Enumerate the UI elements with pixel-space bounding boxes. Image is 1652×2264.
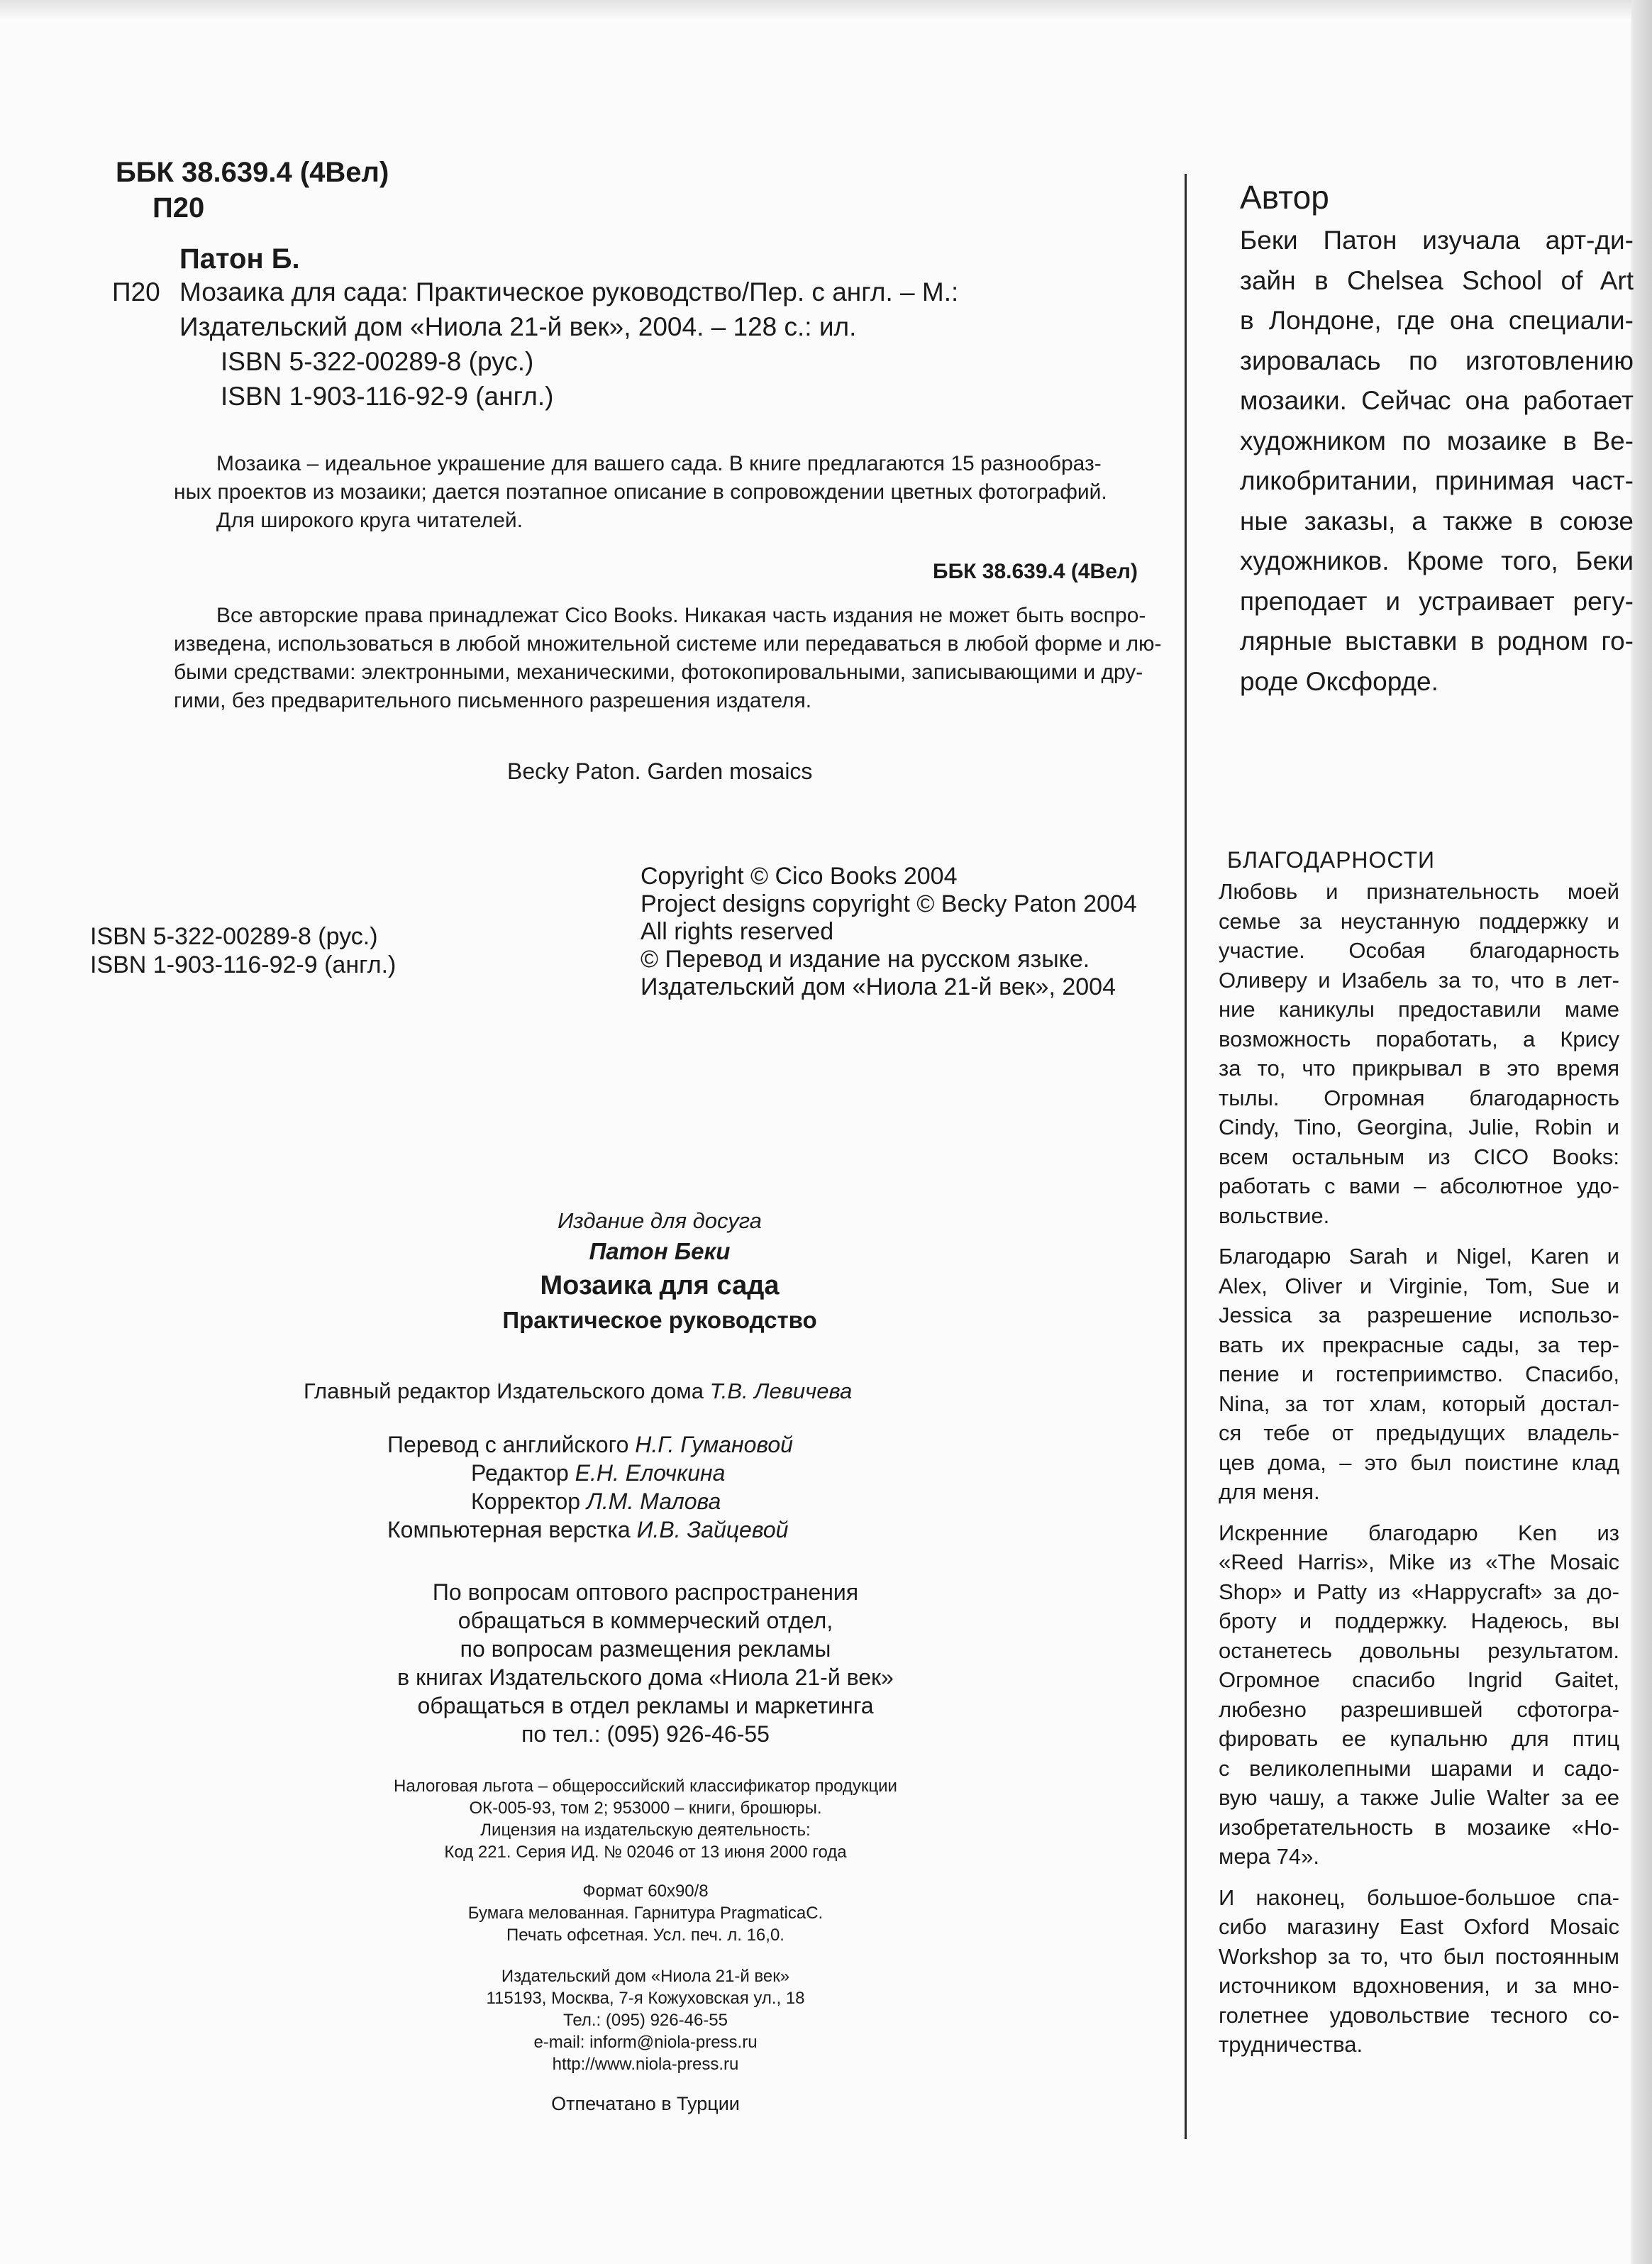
scan-edge-top — [0, 0, 1652, 20]
record-mark: П20 — [112, 277, 160, 307]
copyright-line: © Перевод и издание на русском языке. — [641, 946, 1090, 973]
thanks-line: останетесь довольны результатом. — [1219, 1638, 1619, 1663]
bio-line: художником по мозаике в Ве- — [1240, 426, 1634, 455]
thanks-line: голетнее удовольствие тесного со- — [1219, 2002, 1619, 2028]
copyright-line: All rights reserved — [641, 918, 834, 945]
staff-layout — [387, 1515, 793, 1544]
thanks-body — [1219, 877, 1619, 2060]
format-line: Формат 60х90/8 — [582, 1882, 709, 1901]
column-divider — [1185, 174, 1187, 2139]
imprint-author: Патон Беки — [589, 1238, 731, 1264]
thanks-line: Искренние благодарю Ken из — [1219, 1520, 1619, 1545]
rights-line: Все авторские права принадлежат Cico Books. Никакая часть издания не может быть воспро- — [216, 604, 1146, 627]
record-publisher-line: Издательский дом «Ниола 21-й век», 2004. – 128 с.: ил. — [179, 312, 857, 341]
address-line: 115193, Москва, 7-я Кожуховская ул., 18 — [486, 1989, 805, 2008]
record-author: Патон Б. — [179, 243, 300, 275]
thanks-line: Nina, за тот хлам, который достал- — [1219, 1391, 1619, 1416]
thanks-line: ся тебе от предыдущих владель- — [1219, 1420, 1619, 1445]
annotation-line: ных проектов из мозаики; дается поэтапное описание в сопровождении цветных фотографий. — [174, 480, 1107, 504]
rights-line: изведена, использоваться в любой множительной системе или передаваться в любой форме и лю- — [174, 632, 1162, 656]
address-line: http://www.niola-press.ru — [552, 2055, 739, 2074]
staff-name: Н.Г. Гумановой — [635, 1432, 793, 1457]
staff-label: Перевод с английского — [387, 1432, 629, 1457]
chief-editor-line — [304, 1376, 852, 1406]
annotation — [174, 450, 1161, 535]
tax-line: Налоговая льгота – общероссийский классификатор продукции — [394, 1777, 897, 1796]
sales-line: в книгах Издательского дома «Ниола 21-й век» — [397, 1664, 894, 1690]
thanks-paragraph — [1219, 1242, 1619, 1507]
chief-editor-label: Главный редактор Издательского дома — [304, 1379, 704, 1403]
format-line: Бумага мелованная. Гарнитура PragmaticaC. — [467, 1904, 824, 1923]
thanks-line: вую чашу, а также Julie Walter за ее — [1219, 1785, 1619, 1810]
thanks-line: работать с вами – абсолютное удо- — [1219, 1174, 1619, 1198]
bio-line: Беки Патон изучала арт-ди- — [1240, 226, 1634, 255]
bio-line: ные заказы, а также в союзе — [1240, 506, 1634, 536]
copyright-line: Copyright © Cico Books 2004 — [641, 863, 958, 890]
staff-label: Корректор — [471, 1489, 581, 1514]
copyright-line: Project designs copyright © Becky Paton 2004 — [641, 890, 1137, 917]
isbn-block — [90, 922, 396, 979]
rights-line: быми средствами: электронными, механическими, фотокопировальными, записывающими и дру- — [174, 661, 1143, 684]
sales-info — [298, 1578, 993, 1748]
printed-in: Отпечатано в Турции — [551, 2093, 740, 2114]
staff-list — [387, 1430, 793, 1544]
staff-editor — [387, 1459, 793, 1487]
thanks-line: семье за неустанную поддержку и — [1219, 908, 1619, 934]
annotation-line: Мозаика – идеальное украшение для вашего сада. В книге предлагаются 15 разнообраз- — [216, 452, 1102, 475]
original-title: Becky Paton. Garden mosaics — [507, 758, 813, 784]
record-isbn-eng: ISBN 1-903-116-92-9 (англ.) — [221, 382, 554, 411]
thanks-line: сибо магазину East Oxford Mosaic — [1219, 1914, 1619, 1939]
record-title-line: Мозаика для сада: Практическое руководство/Пер. с англ. – М.: — [179, 277, 959, 307]
bio-line: в Лондоне, где она специали- — [1240, 306, 1634, 335]
thanks-line: Alex, Oliver и Virginie, Tom, Sue и — [1219, 1273, 1619, 1298]
thanks-heading: БЛАГОДАРНОСТИ — [1227, 847, 1436, 873]
thanks-line: Огромное спасибо Ingrid Gaitet, — [1219, 1667, 1619, 1692]
tax-line: ОК-005-93, том 2; 953000 – книги, брошюры. — [469, 1799, 822, 1818]
thanks-line: тылы. Огромная благодарность — [1219, 1085, 1619, 1110]
staff-proofreader — [387, 1487, 793, 1515]
thanks-line: Jessica за разрешение использо- — [1219, 1303, 1619, 1327]
thanks-line: вольствие. — [1219, 1203, 1330, 1228]
thanks-line: любезно разрешившей сфотогра- — [1219, 1696, 1619, 1722]
author-mark: П20 — [153, 192, 205, 223]
thanks-line: цев дома, – это был поистине клад — [1219, 1449, 1619, 1475]
rights-notice — [174, 602, 1161, 715]
bio-line: зировалась по изготовлению — [1240, 346, 1634, 375]
tax-info — [298, 1775, 993, 1863]
thanks-line: за то, что прикрывал в это время — [1219, 1056, 1619, 1081]
address-line: Издательский дом «Ниола 21-й век» — [501, 1967, 790, 1986]
address-line: e-mail: inform@niola-press.ru — [533, 2033, 758, 2052]
thanks-paragraph — [1219, 877, 1619, 1230]
thanks-line: с великолепными шарами и садо- — [1219, 1755, 1619, 1781]
format-info — [298, 1880, 993, 1946]
thanks-line: Любовь и признательность моей — [1219, 879, 1619, 904]
annotation-audience: Для широкого круга читателей. — [216, 509, 523, 532]
staff-name: Л.М. Малова — [586, 1489, 721, 1514]
thanks-line: изобретательность в мозаике «Но- — [1219, 1814, 1619, 1840]
thanks-line: Cindy, Tino, Georgina, Julie, Robin и — [1219, 1115, 1619, 1139]
bio-line: преподает и устраивает регу- — [1240, 586, 1634, 616]
isbn-rus: ISBN 5-322-00289-8 (рус.) — [90, 923, 378, 950]
thanks-line: участие. Особая благодарность — [1219, 938, 1619, 963]
chief-editor-name: Т.В. Левичева — [709, 1379, 853, 1403]
imprint-series: Издание для досуга — [558, 1208, 762, 1233]
thanks-line: Shop» и Patty из «Happycraft» за до- — [1219, 1579, 1619, 1604]
thanks-paragraph — [1219, 1883, 1619, 2060]
scan-edge-right — [1631, 0, 1652, 2264]
sales-line: обращаться в коммерческий отдел, — [458, 1608, 833, 1633]
thanks-line: Оливеру и Изабель за то, что в лет- — [1219, 967, 1619, 993]
bio-line: ликобритании, принимая част- — [1240, 466, 1634, 495]
thanks-line: ние каникулы предоставили маме — [1219, 997, 1619, 1022]
tax-line: Лицензия на издательскую деятельность: — [480, 1821, 811, 1840]
thanks-line: Благодарю Sarah и Nigel, Karen и — [1219, 1244, 1619, 1269]
staff-label: Компьютерная верстка — [387, 1517, 631, 1542]
bio-line: мозаики. Сейчас она работает — [1240, 386, 1634, 415]
publisher-address — [298, 1965, 993, 2075]
bbk-code: ББК 38.639.4 (4Вел) — [116, 157, 389, 188]
staff-name: Е.Н. Елочкина — [575, 1460, 726, 1486]
author-bio — [1240, 221, 1634, 702]
thanks-paragraph — [1219, 1518, 1619, 1872]
sales-line: По вопросам оптового распространения — [432, 1579, 859, 1605]
bio-line: роде Оксфорде. — [1240, 666, 1438, 696]
address-line: Тел.: (095) 926-46-55 — [563, 2011, 728, 2030]
imprint-subtitle: Практическое руководство — [502, 1307, 817, 1333]
thanks-line: всем остальным из CICO Books: — [1219, 1144, 1619, 1169]
thanks-line: фировать ее купальню для птиц — [1219, 1726, 1619, 1751]
bio-line: зайн в Chelsea School of Art — [1240, 265, 1634, 295]
imprint-title: Мозаика для сада — [540, 1271, 780, 1301]
thanks-line: источником вдохновения, и за мно- — [1219, 1973, 1619, 1998]
thanks-line: Workshop за то, что был постоянным — [1219, 1943, 1619, 1969]
thanks-line: «Reed Harris», Mike из «The Mosaic — [1219, 1550, 1619, 1574]
sales-line: по тел.: (095) 926-46-55 — [521, 1721, 770, 1747]
format-line: Печать офсетная. Усл. печ. л. 16,0. — [506, 1926, 785, 1945]
staff-label: Редактор — [471, 1460, 569, 1486]
thanks-line: возможность поработать, а Крису — [1219, 1026, 1619, 1051]
thanks-line: вать их прекрасные сады, за тер- — [1219, 1332, 1619, 1357]
copyright-line: Издательский дом «Ниола 21-й век», 2004 — [641, 973, 1116, 1000]
imprint — [312, 1206, 1007, 1337]
sales-line: по вопросам размещения рекламы — [460, 1636, 831, 1662]
isbn-eng: ISBN 1-903-116-92-9 (англ.) — [90, 951, 397, 978]
thanks-line: броту и поддержку. Надеюсь, вы — [1219, 1608, 1619, 1633]
copyright-block — [641, 863, 1137, 1001]
annotation-bbk-code: ББК 38.639.4 (4Вел) — [933, 560, 1138, 583]
thanks-line: трудничества. — [1219, 2032, 1363, 2057]
author-heading: Автор — [1240, 179, 1329, 216]
rights-line: гими, без предварительного письменного разрешения издателя. — [174, 689, 812, 712]
thanks-line: пение и гостеприимство. Спасибо, — [1219, 1362, 1619, 1386]
sales-line: обращаться в отдел рекламы и маркетинга — [417, 1693, 874, 1718]
record-isbn-rus: ISBN 5-322-00289-8 (рус.) — [221, 347, 534, 376]
thanks-line: И наконец, большое-большое спа- — [1219, 1884, 1619, 1910]
bio-line: лярные выставки в родном го- — [1240, 626, 1634, 656]
thanks-line: мера 74». — [1219, 1844, 1319, 1869]
staff-name: И.В. Зайцевой — [636, 1517, 789, 1542]
thanks-line: для меня. — [1219, 1479, 1320, 1504]
tax-line: Код 221. Серия ИД. № 02046 от 13 июня 2000 года — [444, 1843, 847, 1862]
bio-line: художников. Кроме того, Беки — [1240, 546, 1634, 575]
staff-translator — [387, 1430, 793, 1459]
